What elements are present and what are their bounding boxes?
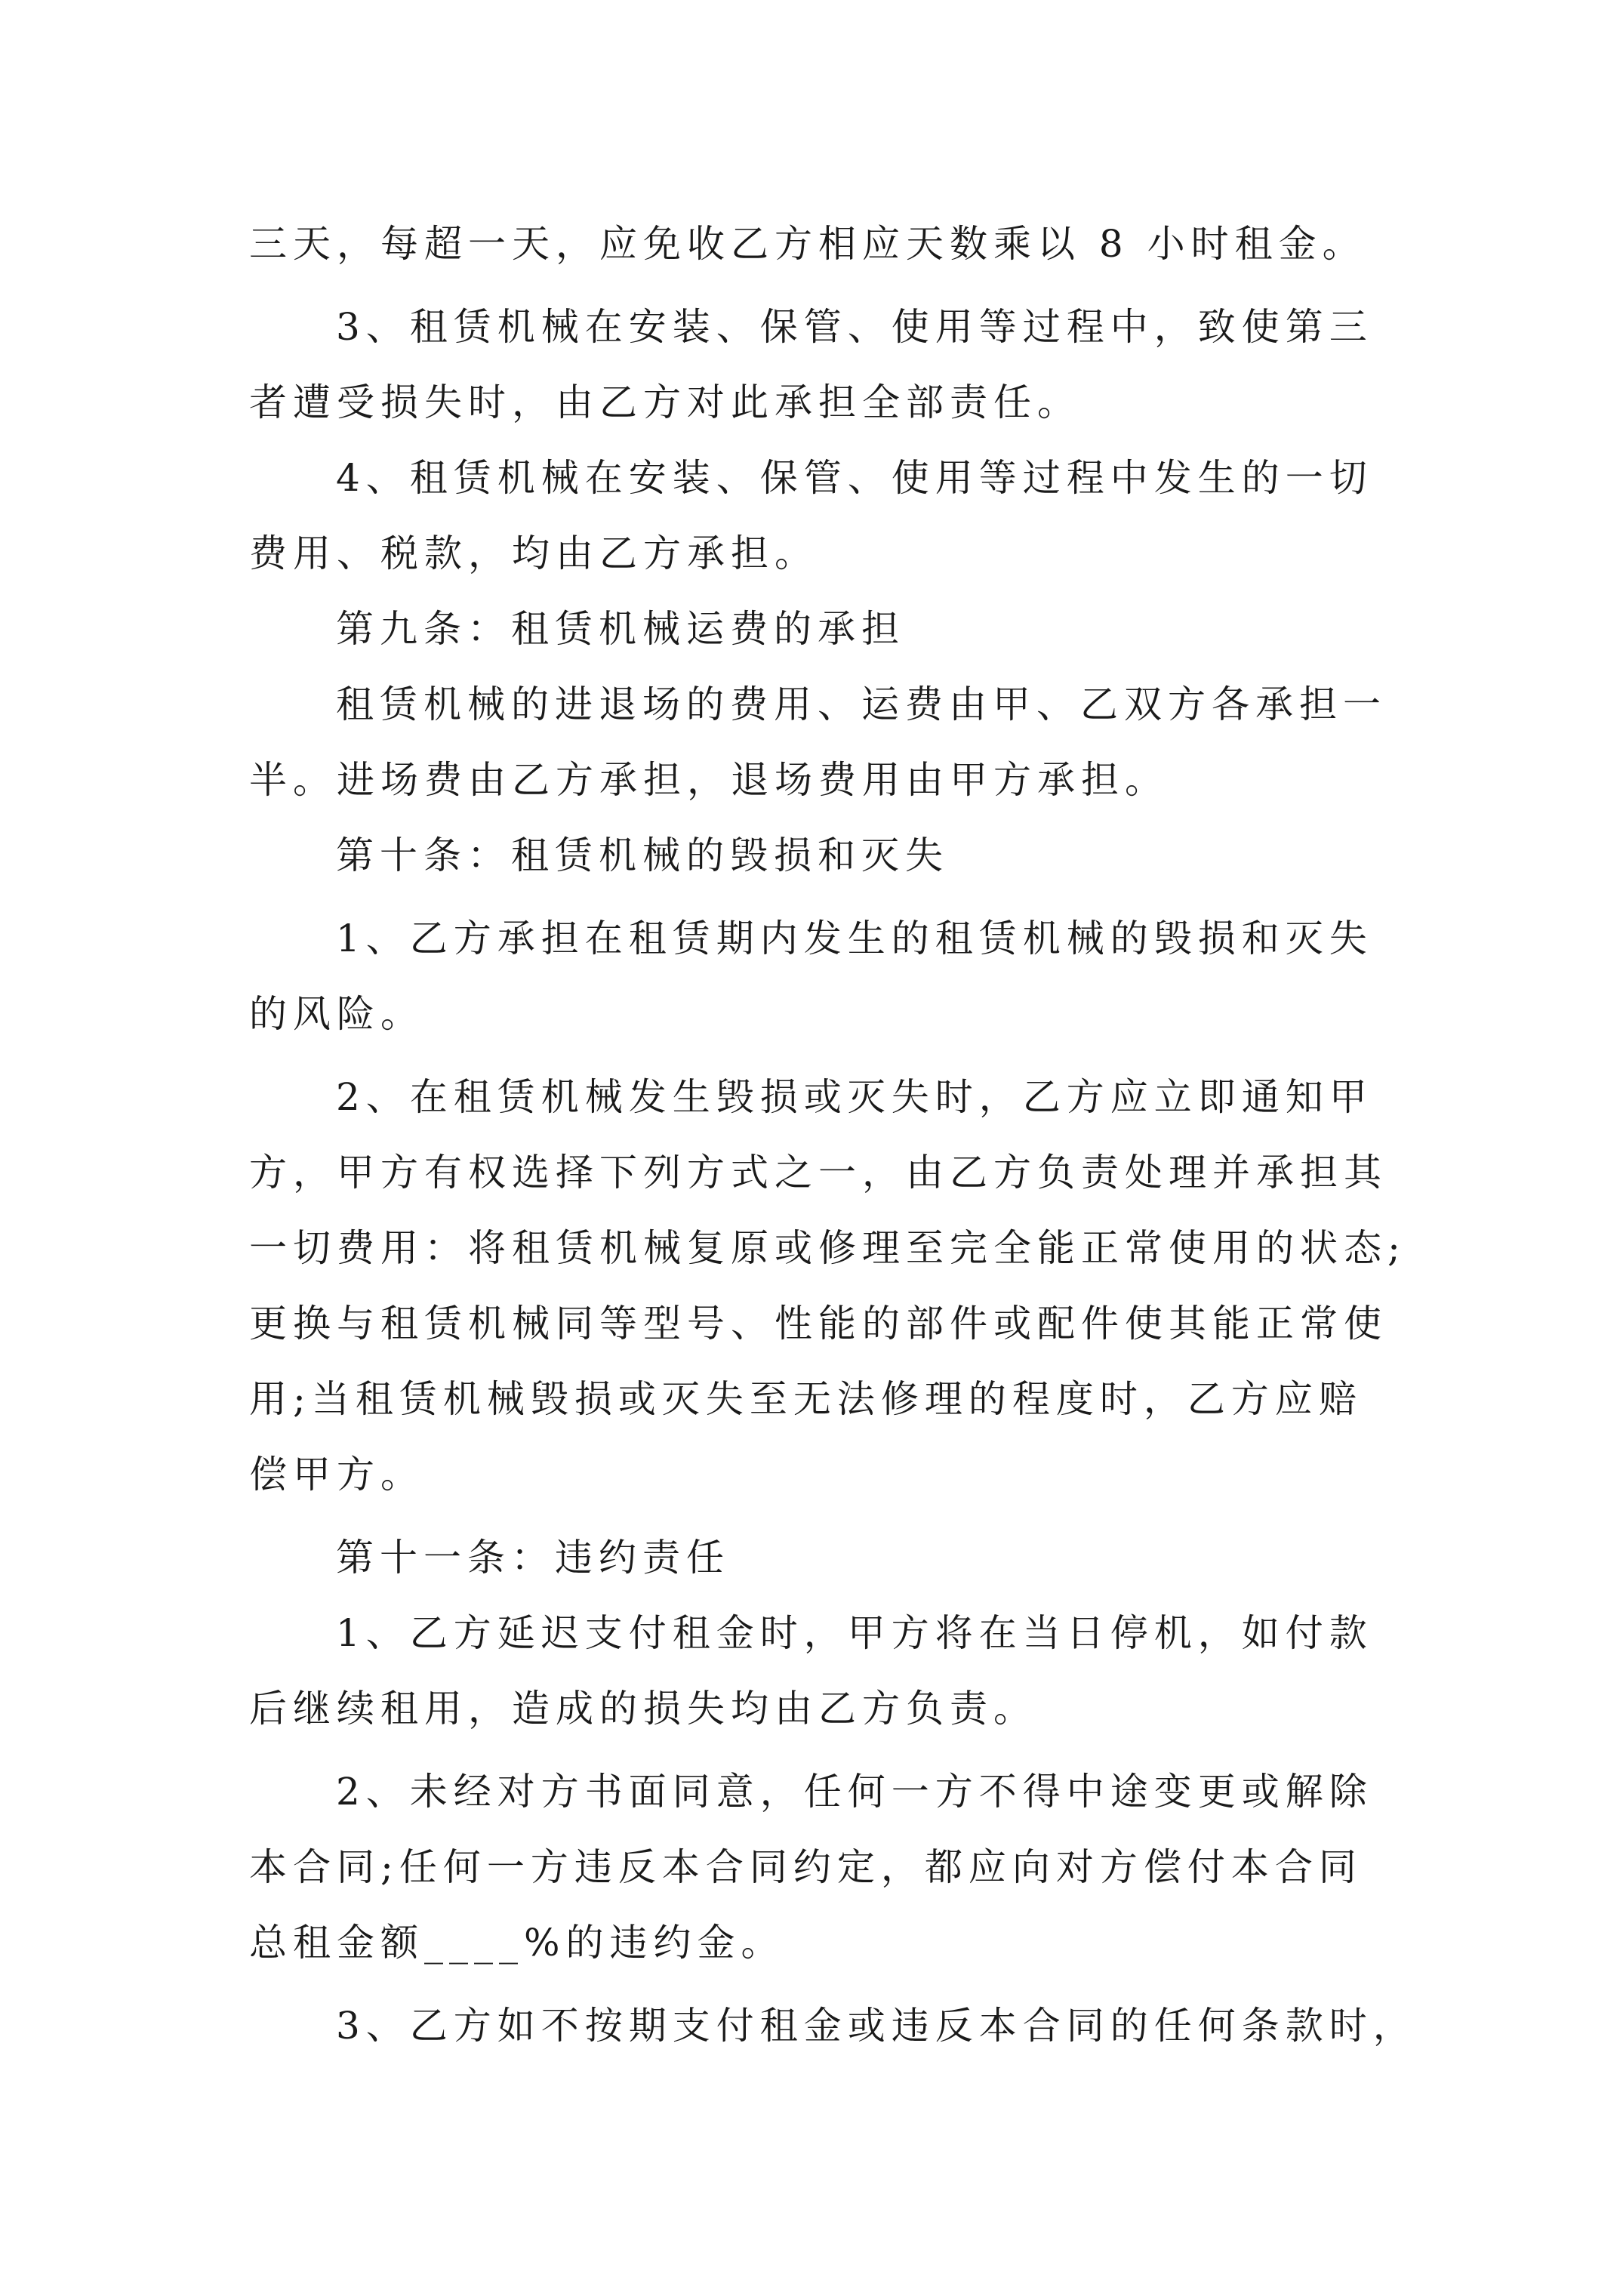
text-line: 费用、税款，均由乙方承担。 <box>249 532 818 575</box>
section-heading: 第九条：租赁机械运费的承担 <box>336 607 905 651</box>
text-line: 本合同;任何一方违反本合同约定，都应向对方偿付本合同 <box>249 1845 1363 1889</box>
text-line: 3、乙方如不按期支付租金或违反本合同的任何条款时， <box>336 2004 1417 2048</box>
text-line: 方，甲方有权选择下列方式之一，由乙方负责处理并承担其 <box>249 1151 1387 1194</box>
text-line: 偿甲方。 <box>249 1453 424 1496</box>
text-line: 2、未经对方书面同意，任何一方不得中途变更或解除 <box>336 1770 1373 1814</box>
text-line: 后继续租用，造成的损失均由乙方负责。 <box>249 1687 1037 1730</box>
text-line: 1、乙方承担在租赁期内发生的租赁机械的毁损和灭失 <box>336 917 1373 960</box>
text-line: 三天，每超一天，应免收乙方相应天数乘以 8 小时租金。 <box>249 222 1366 266</box>
text-line: 总租金额____%的违约金。 <box>249 1921 785 1965</box>
section-heading: 第十一条：违约责任 <box>336 1536 730 1579</box>
text-line: 半。进场费由乙方承担，退场费用由甲方承担。 <box>249 758 1169 802</box>
text-line: 4、租赁机械在安装、保管、使用等过程中发生的一切 <box>336 456 1373 500</box>
text-line: 一切费用：将租赁机械复原或修理至完全能正常使用的状态; <box>249 1226 1406 1270</box>
text-line: 用;当租赁机械毁损或灭失至无法修理的程度时，乙方应赔 <box>249 1377 1363 1421</box>
text-line: 2、在租赁机械发生毁损或灭失时，乙方应立即通知甲 <box>336 1075 1373 1119</box>
text-line: 者遭受损失时，由乙方对此承担全部责任。 <box>249 381 1081 424</box>
text-line: 租赁机械的进退场的费用、运费由甲、乙双方各承担一 <box>336 683 1387 726</box>
text-line: 3、租赁机械在安装、保管、使用等过程中，致使第三 <box>336 305 1373 349</box>
text-line: 更换与租赁机械同等型号、性能的部件或配件使其能正常使 <box>249 1302 1387 1345</box>
section-heading: 第十条：租赁机械的毁损和灭失 <box>336 834 949 877</box>
text-line: 的风险。 <box>249 992 424 1036</box>
text-line: 1、乙方延迟支付租金时，甲方将在当日停机，如付款 <box>336 1611 1373 1655</box>
